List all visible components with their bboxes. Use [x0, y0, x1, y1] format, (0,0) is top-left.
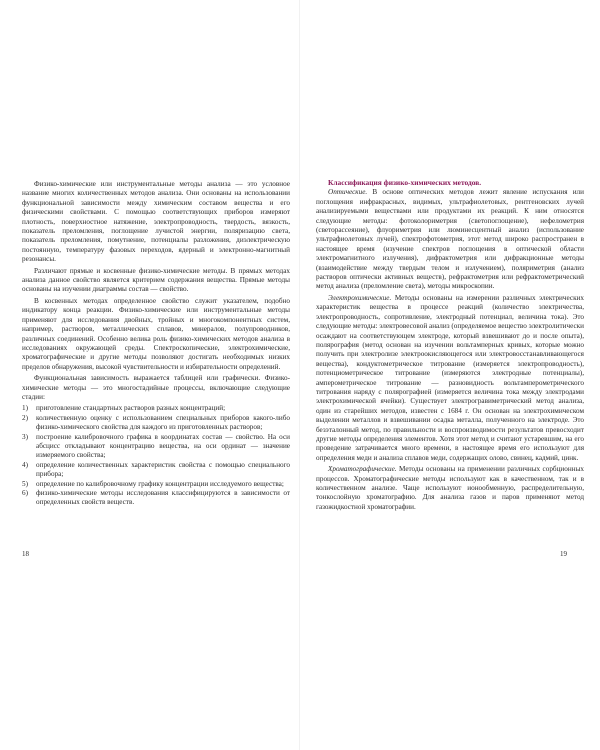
left-paragraph-3: В косвенных методах определенное свойство служит указателем, подобно индикатору конца реакции. Физико-химические или инструментальные методы применяют для исследования двойных, тройных и многокомпонентных систем, например, растворов, металлических сплавов, минералов, полупроводников, различных соединений. Особенно велика роль физико-химических методов анализа в исследованиях окружающей среды. Спектроскопические, электрохимические, хроматографические и другие методы позволяют достигать необходимых низких пределов обнаружения, высокой чувствительности и избирательности определений.: [22, 296, 290, 371]
list-number: 6): [22, 489, 28, 497]
list-number: 2): [22, 413, 28, 422]
list-text: построение калибровочного графика в координатах состав — свойство. На оси абсцисс откладывают концентрацию вещества, на оси ординат — значение измеряемого свойства;: [36, 432, 290, 460]
right-paragraph-electrochemical: [316, 294, 584, 463]
list-item: [22, 461, 290, 480]
right-page: [316, 178, 584, 514]
left-page-number: 18: [22, 550, 29, 558]
list-text: количественную оценку с использованием специальных приборов какого-либо физико-химического свойства для каждого из приготовленных растворов;: [36, 413, 290, 432]
left-page: [22, 180, 290, 508]
list-text: физико-химические методы исследования классифицируются в зависимости от определенных свойств веществ.: [36, 489, 290, 507]
list-number: 4): [22, 460, 28, 469]
page-gutter: [299, 0, 300, 750]
left-paragraph-4: Функциональная зависимость выражается таблицей или графически. Физико-химические методы — это многостадийные процессы, включающие следующие стадии:: [22, 374, 290, 401]
list-item: [22, 480, 290, 489]
section-heading: Классификация физико-химических методов.: [328, 178, 482, 187]
list-number: 5): [22, 479, 28, 488]
list-number: 1): [22, 404, 28, 413]
list-text: определение количественных характеристик свойства с помощью специального прибора;: [36, 460, 290, 479]
list-item: [22, 433, 290, 461]
paragraph-lead: Оптические.: [328, 188, 368, 197]
right-page-number: 19: [560, 550, 567, 558]
paragraph-text: В основе оптических методов лежит явление испускания или поглощения инфракрасных, видимых, ультрафиолетовых, рентгеновских лучей анализируемыми веществами или продуктами их реакций. К ним относятся следующие методы: фотоколориметрия (светопоглощение), нефелометрия (светорассеяние), флуориметрия или люминесцентный анализ (использование ультрафиолетовых лучей), спектрофотометрия, этот метод широко распространен в настоящее время (изучение спектров поглощения в оптической области электромагнитного излучения), дифрактометрия или дифракционные методы (взаимодействие между твердым телом и излучением), поляриметрия (анализ растворов оптически активных веществ), рефрактометрия или рефрактометрический метод анализа (преломление света), методы микроскопии.: [316, 188, 584, 291]
paragraph-lead: Электрохимические.: [328, 293, 392, 302]
left-paragraph-1: Физико-химические или инструментальные методы анализа — это условное название многих количественных методов анализа. Они основаны на использовании функциональной зависимости между химическим составом вещества и его физическими свойствами. С помощью соответствующих приборов измеряют плотность, поверхностное натяжение, электропроводность, твердость, вязкость, показатель преломления, поглощение лучистой энергии, поляризацию света, показатель преломления, помутнение, потенциалы разложения, диэлектрическую постоянную, температуру фазовых переходов, ядерный и электронно-магнитный резонансы.: [22, 180, 290, 264]
paragraph-text: Методы основаны на измерении различных электрических характеристик вещества в процессе реакций (количество электричества, электропроводность, сопротивление, электродный потенциал, величина тока). Это следующие методы: электровесовой анализ (определяемое вещество электролитически осаждают на соответствующем электроде, который взвешивают до и после опыта), полярография (метод основан на изучении вольтамперных кривых, которые можно получить при электролизе электроокисляющегося или электровосстанавливающегося вещества), кондуктометрическое титрование (измеряется электропроводность), потенциометрическое титрование (измеряются электродные потенциалы), амперометрическое титрование — разновидность вольтамперометрического титрования наряду с полярографией (измеряется величина тока между электродами электрохимической ячейки). Существует электрогравиметрический метод анализа, один из старейших методов, известен с 1684 г. Он основан на электрохимическом выделении металлов и взвешивании осадка металла, полученного на электроде. Это безэталонный метод, по правильности и воспроизводимости результатов превосходит другие методы определения элементов. Хотя этот метод и считают устаревшим, на его проведение затрачивается много времени, в настоящее время его используют для определения меди и анализа сплавов меди, содержащих олово, свинец, кадмий, цинк.: [316, 293, 584, 462]
list-item: [22, 414, 290, 433]
paragraph-lead: Хроматографические.: [328, 465, 397, 474]
list-item: [22, 404, 290, 413]
list-text: приготовление стандартных растворов разных концентраций;: [36, 404, 226, 413]
list-text: определение по калибровочному графику концентрации исследуемого вещества;: [36, 479, 284, 488]
stages-list: [22, 404, 290, 507]
list-number: 3): [22, 432, 28, 441]
paragraph-text: Методы основаны на применении различных сорбционных процессов. Хроматографические методы используют как в качественном, так и в количественном анализе. Чаще используют ионообменную, распределительную, тонкослойную хроматографию. Для анализа газов и паров применяют метод газожидкостной хроматографии.: [316, 465, 584, 511]
list-item: [22, 489, 290, 508]
right-paragraph-chromatographic: [316, 465, 584, 512]
left-paragraph-2: Различают прямые и косвенные физико-химические методы. В прямых методах анализа данное свойство является критерием содержания вещества. Прямые методы основаны на изучении диаграммы состав — свойство.: [22, 266, 290, 294]
right-paragraph-optical: [316, 188, 584, 291]
